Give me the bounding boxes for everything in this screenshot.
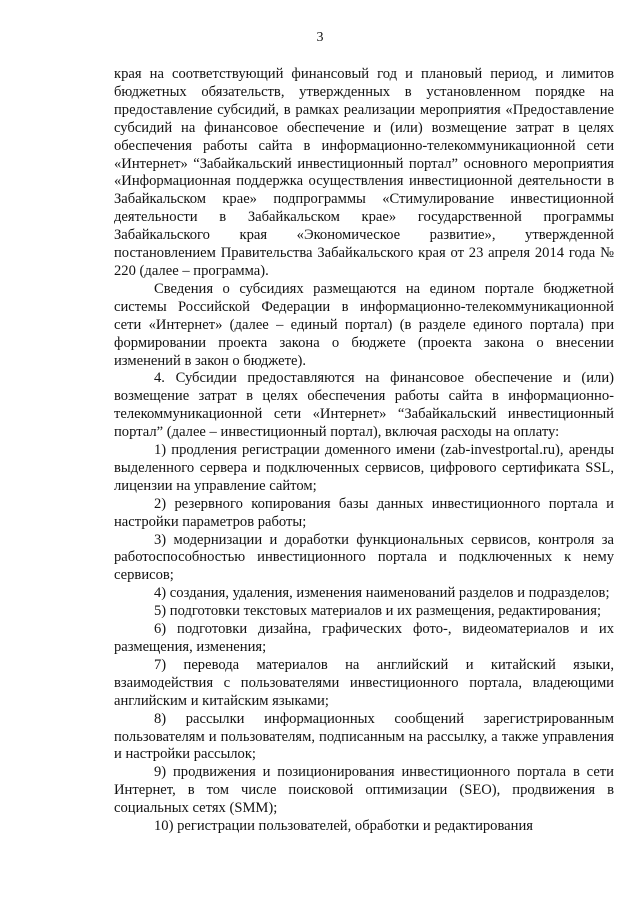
list-item-7: 7) перевода материалов на английский и китайский языки, взаимодействия с пользователями инвестиционного портала, владеющими английским и китайским языками; (114, 656, 614, 709)
document-body (114, 66, 614, 836)
list-item-1: 1) продления регистрации доменного имени (zab-investportal.ru), аренды выделенного сервера и подключенных сервисов, цифрового сертификата SSL, лицензии на управление сайтом; (114, 442, 614, 494)
list-item-3: 3) модернизации и доработки функциональных сервисов, контроля за работоспособностью инвестиционного портала и подключенных к нему сервисов; (114, 531, 614, 584)
page-number: 3 (316, 30, 324, 45)
paragraph-item-4: 4. Субсидии предоставляются на финансовое обеспечение и (или) возмещение затрат в целях обеспечения работы сайта в информационно-телекоммуникационной сети «Интернет» “Забайкальский инвестиционный портал” (далее – инвестиционный портал), включая расходы на оплату: (114, 370, 614, 441)
list-item-5: 5) подготовки текстовых материалов и их размещения, редактирования; (154, 603, 601, 620)
list-item-9: 9) продвижения и позиционирования инвестиционного портала в сети Интернет, в том числе поисковой оптимизации (SEO), продвижения в социальных сетях (SMM); (114, 764, 614, 817)
paragraph-subsidy-info: Сведения о субсидиях размещаются на едином портале бюджетной системы Российской Федерации в информационно-телекоммуникационной сети «Интернет» (далее – единый портал) (в разделе единого портала) при формировании проекта закона о бюджете (проекта закона о внесении изменений в закон о бюджете). (114, 280, 614, 369)
list-item-4: 4) создания, удаления, изменения наименований разделов и подразделов; (154, 585, 610, 602)
paragraph-continuation: края на соответствующий финансовый год и плановый период, и лимитов бюджетных обязательств, утвержденных в установленном порядке на предоставление субсидий, в рамках реализации мероприятия «Предоставление субсидий на финансовое обеспечение и (или) возмещение затрат в целях обеспечения работы сайта в информационно-телекоммуникационной сети «Интернет» “Забайкальский инвестиционный портал” основного мероприятия «Информационная поддержка осуществления инвестиционной деятельности в Забайкальском крае» подпрограммы «Стимулирование инвестиционной деятельности в Забайкальском крае» государственной программы Забайкальского края «Экономическое развитие», утвержденной постановлением Правительства Забайкальского края от 23 апреля 2014 года № 220 (далее – программа). (114, 66, 614, 279)
list-item-6: 6) подготовки дизайна, графических фото-, видеоматериалов и их размещения, изменения; (114, 621, 614, 655)
list-item-8: 8) рассылки информационных сообщений зарегистрированным пользователям и пользователям, подписанным на рассылку, а также управления и настройки рассылок; (114, 710, 614, 763)
list-item-2: 2) резервного копирования базы данных инвестиционного портала и настройки параметров работы; (114, 495, 614, 530)
list-item-10: 10) регистрации пользователей, обработки и редактирования (154, 818, 533, 835)
